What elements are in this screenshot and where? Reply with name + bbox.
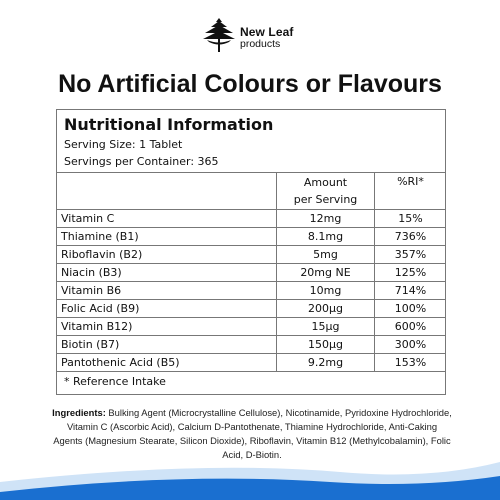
amount-per-serving: 9.2mg: [277, 354, 375, 372]
amount-per-serving: 200µg: [277, 300, 375, 318]
ri-percent: 600%: [375, 318, 447, 336]
ingredients-list: Bulking Agent (Microcrystalline Cellulose), Nicotinamide, Pyridoxine Hydrochloride, Vitamin C (Ascorbic Acid), Calcium D-Pantothenate, Thiamine Hydrochloride, Anti-Caking Agents (Magnesium Stearate, Silicon Dioxide), Riboflavin, Vitamin B12 (Methylcobalamin), Folic Acid, D-Biotin.: [53, 407, 452, 460]
table-row: [56, 336, 446, 354]
nutrient-name: Vitamin C: [56, 210, 277, 228]
table-row: [56, 210, 446, 228]
servings-per-container: Servings per Container: 365: [64, 155, 219, 168]
ri-percent: 125%: [375, 264, 447, 282]
ri-percent: 736%: [375, 228, 447, 246]
ri-percent: 714%: [375, 282, 447, 300]
amount-per-serving: 12mg: [277, 210, 375, 228]
amount-per-serving: 15µg: [277, 318, 375, 336]
nutrient-name: Riboflavin (B2): [56, 246, 277, 264]
panel-title: Nutritional Information: [64, 115, 274, 134]
nutrient-name: Pantothenic Acid (B5): [56, 354, 277, 372]
header-amount-line1: Amount: [303, 176, 348, 189]
table-row: [56, 354, 446, 372]
brand-logo: [202, 17, 312, 57]
ri-percent: 300%: [375, 336, 447, 354]
nutrient-name: Vitamin B6: [56, 282, 277, 300]
ri-percent: 15%: [375, 210, 447, 228]
ri-percent: 153%: [375, 354, 447, 372]
reference-note: * Reference Intake: [64, 375, 166, 388]
header-amount: [277, 173, 375, 210]
table-row: [56, 282, 446, 300]
nutrient-name: Vitamin B12): [56, 318, 277, 336]
table-row: [56, 300, 446, 318]
ri-percent: 100%: [375, 300, 447, 318]
table-header-row: [56, 173, 446, 210]
amount-per-serving: 5mg: [277, 246, 375, 264]
nutrition-table: [56, 172, 446, 372]
header-ri-label: %RI*: [397, 175, 424, 188]
header-nutrient: [56, 173, 277, 210]
nutrient-name: Niacin (B3): [56, 264, 277, 282]
amount-per-serving: 150µg: [277, 336, 375, 354]
header-ri: [375, 173, 447, 210]
nutrient-name: Folic Acid (B9): [56, 300, 277, 318]
nutrition-panel: [56, 109, 446, 395]
decorative-wave: [0, 440, 500, 500]
nutrient-name: Biotin (B7): [56, 336, 277, 354]
brand-subtitle: products: [240, 38, 281, 50]
table-row: [56, 264, 446, 282]
amount-per-serving: 8.1mg: [277, 228, 375, 246]
table-row: [56, 318, 446, 336]
amount-per-serving: 20mg NE: [277, 264, 375, 282]
header-amount-line2: per Serving: [293, 193, 358, 206]
headline: No Artificial Colours or Flavours: [58, 70, 442, 98]
amount-per-serving: 10mg: [277, 282, 375, 300]
table-row: [56, 246, 446, 264]
serving-size: Serving Size: 1 Tablet: [64, 138, 183, 151]
brand-name: New Leaf: [240, 25, 294, 39]
leaf-tree-icon: [202, 17, 236, 53]
nutrient-name: Thiamine (B1): [56, 228, 277, 246]
ri-percent: 357%: [375, 246, 447, 264]
table-row: [56, 228, 446, 246]
ingredients-label: Ingredients:: [52, 407, 106, 418]
